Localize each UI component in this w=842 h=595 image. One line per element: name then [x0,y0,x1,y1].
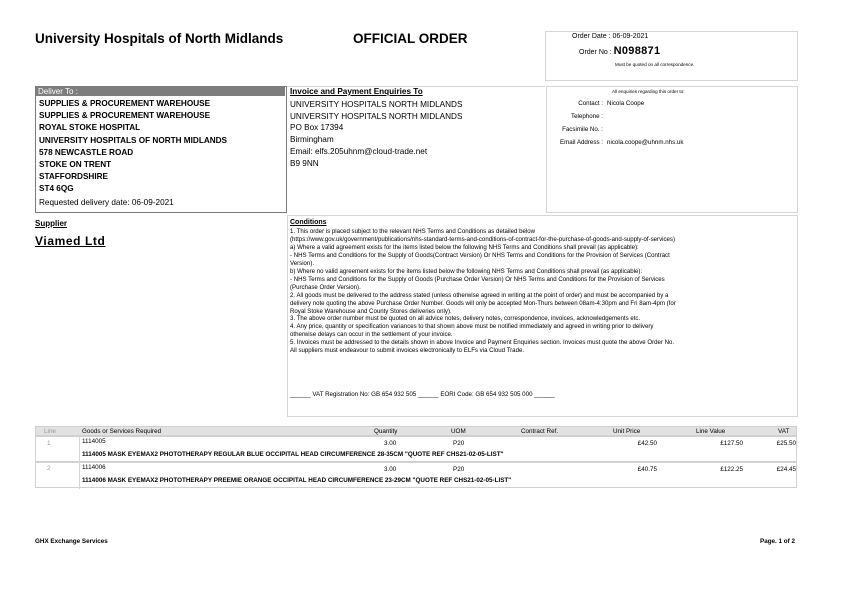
invoice-address-line: UNIVERSITY HOSPITALS NORTH MIDLANDS [290,100,463,109]
enquiries-note: All enquiries regarding this order to: [612,89,685,94]
deliver-address-line: STAFFORDSHIRE [39,172,108,182]
row-quantity: 3.00 [384,440,397,447]
condition-line: - NHS Terms and Conditions for the Supply of Goods (Purchase Order Version) Or NHS Terms and Conditions for the Provision of Services [290,275,665,283]
invoice-address-line: Birmingham [290,135,334,145]
condition-line: 4. Any price, quantity or specification variances to that shown above must be notified immediately and agreed in writing prior to delivery [290,323,654,331]
col-header-quantity: Quantity [374,428,398,435]
condition-line: otherwise delays can occur in the settlement of your invoice. [290,331,453,339]
row-quantity: 3.00 [384,466,397,473]
invoice-address-line: PO Box 17394 [290,123,344,133]
deliver-address-line: ST4 6QG [39,184,74,194]
invoice-address-line: UNIVERSITY HOSPITALS NORTH MIDLANDS [290,111,463,121]
conditions-heading: Conditions [290,219,327,226]
row-unit-price: £42.50 [637,440,657,447]
invoice-email-line: Email: elfs.205uhnm@cloud-trade.net [290,146,428,156]
row-uom: P20 [453,440,465,447]
conditions-text [290,228,795,355]
supplier-name: Viamed Ltd [35,234,106,248]
row-unit-price: £40.75 [637,466,657,473]
organisation-name: University Hospitals of North Midlands [35,31,284,46]
row-line-value: £127.50 [720,440,743,447]
deliver-address-line: SUPPLIES & PROCUREMENT WAREHOUSE [39,111,211,121]
row-line-value: £122.25 [720,466,743,473]
col-header-uom: UOM [451,428,466,435]
requested-delivery-date: Requested delivery date: 06-09-2021 [39,198,174,207]
order-number-label: Order No : [579,49,612,56]
deliver-address-line: STOKE ON TRENT [39,160,112,170]
email-label: Email Address : [560,139,603,146]
row-item-code: 1114005 [82,438,106,445]
condition-line: b) Where no valid agreement exists for the items listed below the following NHS Terms and Conditions shall prevail (as applicable): [290,267,643,275]
deliver-address-line: 578 NEWCASTLE ROAD [39,147,134,157]
contact-value: Nicola Coope [607,100,645,107]
row-description: 1114006 MASK EYEMAX2 PHOTOTHERAPY PREEMIE ORANGE OCCIPITAL HEAD CIRCUMFERENCE 23-29CM "QUOTE REF CHS21-02-05-LIST" [82,477,512,484]
telephone-label: Telephone : [571,113,603,120]
row-line-number: 2 [47,465,51,472]
condition-line: 2. All goods must be delivered to the address stated (unless otherwise agreed in writing at the point of order) and must be accompanied by a [290,291,669,299]
order-number-value: N098871 [613,45,661,57]
row-vat: £24.45 [776,466,796,473]
col-header-contract-ref: Contract Ref. [521,428,559,435]
vat-registration-line: ______ VAT Registration No: GB 654 932 505 ______ EORI Code: GB 654 932 505 000 ______ [290,391,555,398]
condition-line: - NHS Terms and Conditions for the Supply of Goods(Contract Version) Or NHS Terms and Conditions for the Provision of Services (Contract [290,251,670,259]
row-uom: P20 [453,466,465,473]
deliver-address-line: ROYAL STOKE HOSPITAL [39,123,141,133]
condition-line: a) Where a valid agreement exists for the items listed below the following NHS Terms and Conditions shall prevail (as applicable): [290,243,639,251]
condition-line: (https://www.gov.uk/government/publications/nhs-standard-terms-and-conditions-of-contract-for-the-purchase-of-goods-and-supply-of-services) [290,235,675,243]
condition-line: Version). [290,259,315,267]
row-line-number: 1 [47,440,51,447]
order-number [579,45,660,57]
footer-provider: GHX Exchange Services [35,538,108,545]
condition-line: (Purchase Order Version). [290,283,361,291]
invoice-address [290,99,462,169]
quote-note: Must be quoted on all correspondence. [615,62,695,67]
col-header-goods: Goods or Services Required [82,428,162,435]
col-header-line-value: Line Value [696,428,726,435]
deliver-address-line: SUPPLIES & PROCUREMENT WAREHOUSE [39,99,211,108]
condition-line: 3. The above order number must be quoted on all advice notes, delivery notes, correspondence, invoices, acknowledgements etc. [290,315,641,323]
invoice-address-line: B9 9NN [290,158,319,168]
document-title: OFFICIAL ORDER [353,31,468,46]
order-date: Order Date : 06-09-2021 [572,33,649,40]
condition-line: Royal Stoke Warehouse and County Stores deliveries only). [290,307,452,315]
deliver-to-heading: Deliver To : [36,87,285,96]
condition-line: 1. This order is placed subject to the relevant NHS Terms and Conditions as detailed below [290,228,536,235]
email-value: nicola.coope@uhnm.nhs.uk [607,139,684,146]
supplier-label: Supplier [35,219,68,228]
condition-line: delivery note quoting the above Purchase Order Number. Goods will only be accepted Mon-Thurs between 08am-4:30pm and Fri 8am-4pm (for [290,299,676,307]
column-divider [79,436,80,489]
contact-label: Contact : [578,100,603,107]
page-number: Page. 1 of 2 [760,538,795,545]
condition-line: All suppliers must endeavour to submit invoices electronically to ELFs via Cloud Trade. [290,347,525,355]
invoice-heading: Invoice and Payment Enquiries To [290,87,423,96]
row-vat: £25.50 [776,440,796,447]
col-header-unit-price: Unit Price [613,428,641,435]
col-header-line: Line [44,428,56,435]
deliver-address [39,98,227,196]
row-item-code: 1114006 [82,464,106,471]
row-description: 1114005 MASK EYEMAX2 PHOTOTHERAPY REGULAR BLUE OCCIPITAL HEAD CIRCUMFERENCE 28-35CM "QUOTE REF CHS21-02-05-LIST" [82,451,504,458]
condition-line: 5. Invoices must be addressed to the details shown in above Invoice and Payment Enquiries section. Invoices must quote the above Order No. [290,339,675,347]
col-header-vat: VAT [778,428,790,435]
deliver-address-line: UNIVERSITY HOSPITALS OF NORTH MIDLANDS [39,135,228,145]
fax-label: Facsimile No. : [562,126,603,133]
